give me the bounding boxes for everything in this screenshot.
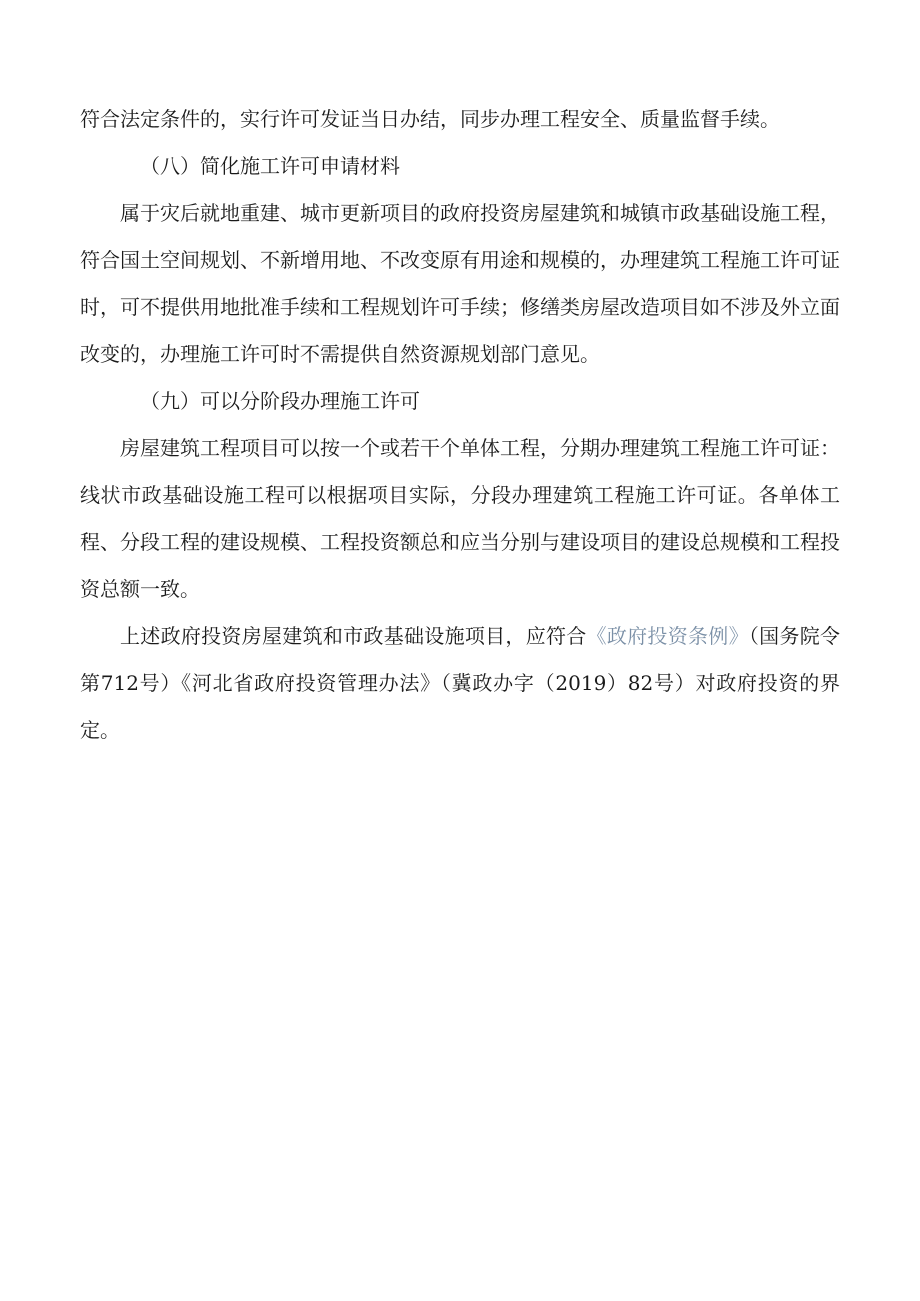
paragraph-approval-same-day: 符合法定条件的，实行许可发证当日办结，同步办理工程安全、质量监督手续。: [80, 107, 780, 131]
document-body: [80, 96, 840, 754]
paragraph-text-after-link: （国务院令第712号）《河北省政府投资管理办法》（冀政办字（2019）82号）对政府投资的界定。: [80, 624, 841, 742]
regulation-link[interactable]: 《政府投资条例》: [586, 624, 749, 648]
paragraph-government-investment-definition: [80, 613, 840, 754]
paragraph-text-before-link: 上述政府投资房屋建筑和市政基础设施项目，应符合: [120, 624, 587, 648]
section-heading-8: （八）简化施工许可申请材料: [140, 154, 400, 178]
paragraph-phased-permits: 房屋建筑工程项目可以按一个或若干个单体工程，分期办理建筑工程施工许可证：线状市政基础设施工程可以根据项目实际，分段办理建筑工程施工许可证。各单体工程、分段工程的建设规模、工程投资额总和应当分别与建设项目的建设总规模和工程投资总额一致。: [80, 436, 840, 601]
paragraph-simplified-materials: 属于灾后就地重建、城市更新项目的政府投资房屋建筑和城镇市政基础设施工程，符合国土空间规划、不新增用地、不改变原有用途和规模的，办理建筑工程施工许可证时，可不提供用地批准手续和工程规划许可手续；修缮类房屋改造项目如不涉及外立面改变的，办理施工许可时不需提供自然资源规划部门意见。: [80, 201, 840, 366]
section-heading-9: （九）可以分阶段办理施工许可: [140, 389, 420, 413]
